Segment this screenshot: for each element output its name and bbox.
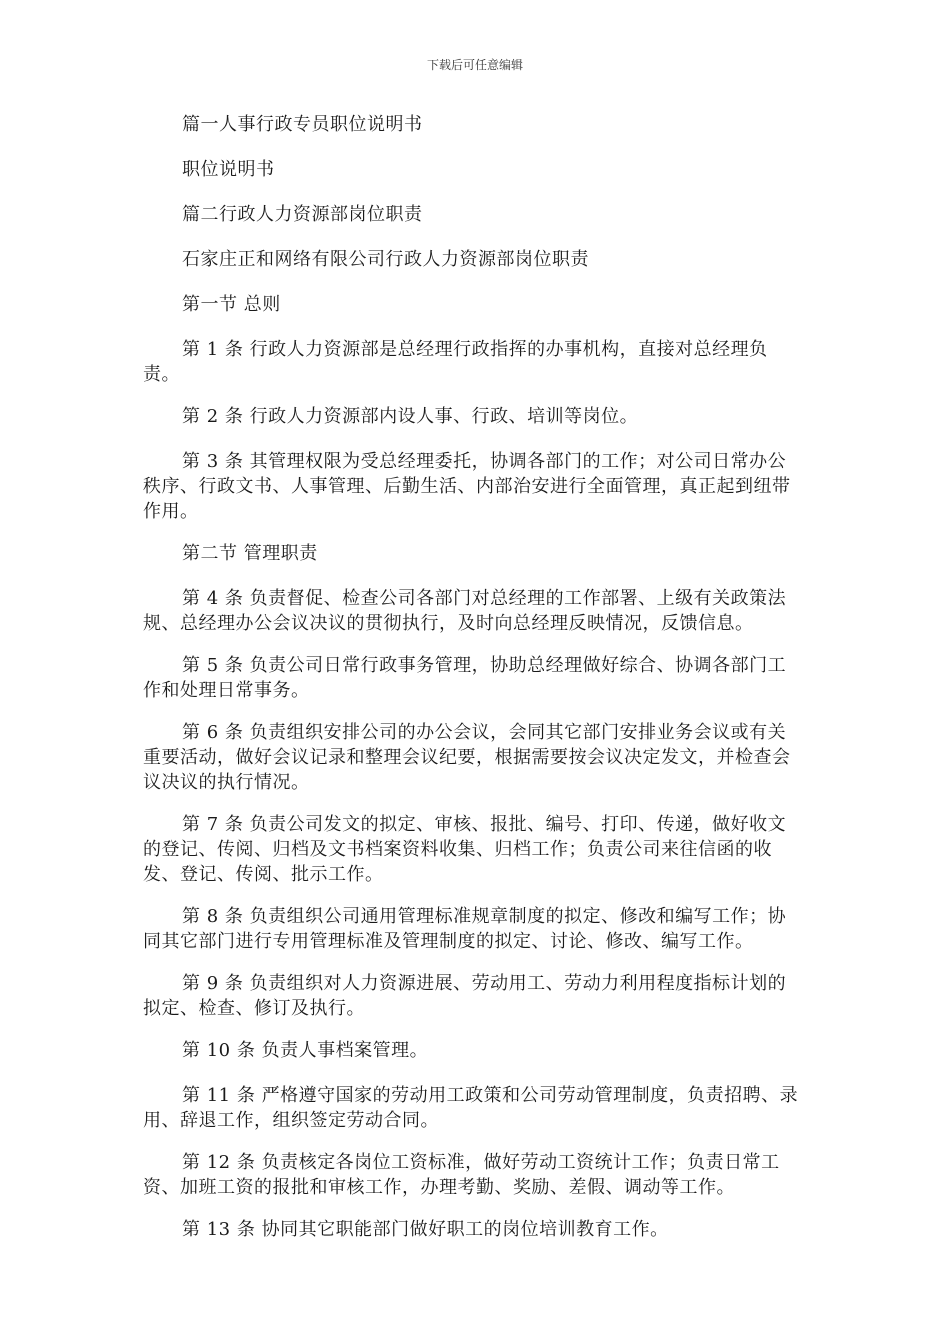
article-12: 第 12 条 负责核定各岗位工资标准，做好劳动工资统计工作；负责日常工资、加班工资的报批和审核工作，办理考勤、奖励、差假、调动等工作。 [143,1152,780,1198]
doc-subtitle-2: 石家庄正和网络有限公司行政人力资源部岗位职责 [182,249,589,270]
article-13: 第 13 条 协同其它职能部门做好职工的岗位培训教育工作。 [182,1219,669,1240]
article-1: 第 1 条 行政人力资源部是总经理行政指挥的办事机构，直接对总经理负责。 [143,339,768,385]
article-3: 第 3 条 其管理权限为受总经理委托，协调各部门的工作；对公司日常办公秩序、行政文书、人事管理、后勤生活、内部治安进行全面管理，真正起到纽带作用。 [143,451,791,522]
article-4: 第 4 条 负责督促、检查公司各部门对总经理的工作部署、上级有关政策法规、总经理办公会议决议的贯彻执行，及时向总经理反映情况，反馈信息。 [143,588,787,634]
section-heading-2: 第二节 管理职责 [182,543,318,564]
article-8: 第 8 条 负责组织公司通用管理标准规章制度的拟定、修改和编写工作；协同其它部门进行专用管理标准及管理制度的拟定、讨论、修改、编写工作。 [143,906,787,952]
section-heading-1: 第一节 总则 [182,294,281,315]
document-body [143,112,803,1262]
article-10: 第 10 条 负责人事档案管理。 [182,1040,429,1061]
article-5: 第 5 条 负责公司日常行政事务管理，协助总经理做好综合、协调各部门工作和处理日常事务。 [143,655,787,701]
doc-subtitle-1: 职位说明书 [182,159,275,180]
page-header-note: 下载后可任意编辑 [426,58,523,72]
article-6: 第 6 条 负责组织安排公司的办公会议，会同其它部门安排业务会议或有关重要活动，做好会议记录和整理会议纪要，根据需要按会议决定发文，并检查会议决议的执行情况。 [143,722,791,793]
article-9: 第 9 条 负责组织对人力资源进展、劳动用工、劳动力利用程度指标计划的拟定、检查、修订及执行。 [143,973,787,1019]
article-2: 第 2 条 行政人力资源部内设人事、行政、培训等岗位。 [182,406,639,427]
doc-title-2: 篇二行政人力资源部岗位职责 [182,204,423,225]
doc-title-1: 篇一人事行政专员职位说明书 [182,114,423,135]
article-7: 第 7 条 负责公司发文的拟定、审核、报批、编号、打印、传递，做好收文的登记、传阅、归档及文书档案资料收集、归档工作；负责公司来往信函的收发、登记、传阅、批示工作。 [143,814,787,885]
article-11: 第 11 条 严格遵守国家的劳动用工政策和公司劳动管理制度，负责招聘、录用、辞退工作，组织签定劳动合同。 [143,1085,799,1131]
